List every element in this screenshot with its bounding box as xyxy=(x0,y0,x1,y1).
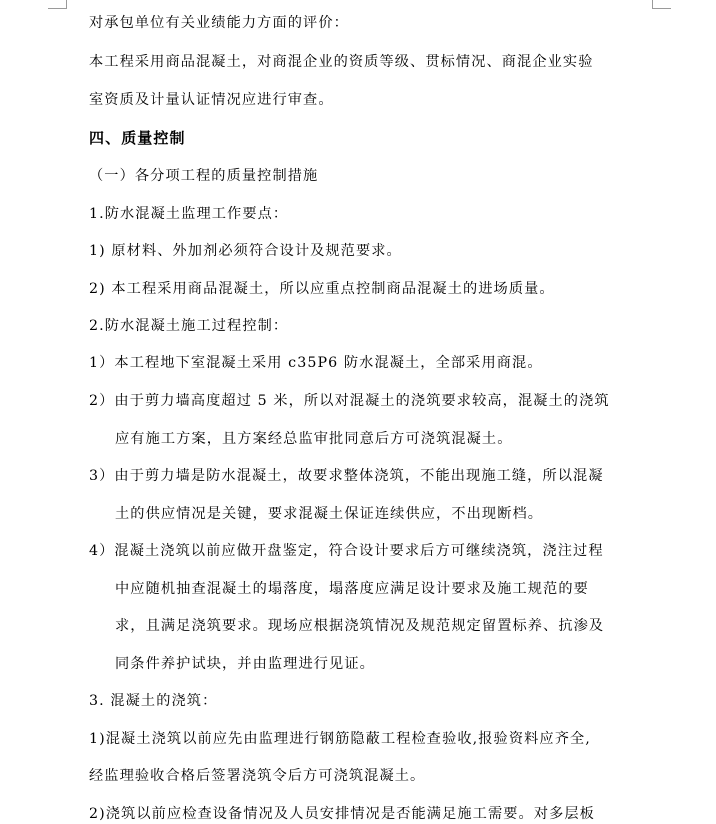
list-item-continuation: 应有施工方案，且方案经总监审批同意后方可浇筑混凝土。 xyxy=(115,431,513,447)
section-heading: 四、质量控制 xyxy=(89,129,186,147)
list-item: 2) 本工程采用商品混凝土，所以应重点控制商品混凝土的进场质量。 xyxy=(89,281,555,297)
list-item-continuation: 土的供应情况是关键，要求混凝土保证连续供应，不出现断档。 xyxy=(115,506,544,522)
list-item-continuation: 中应随机抽查混凝土的塌落度，塌落度应满足设计要求及施工规范的要 xyxy=(115,581,589,597)
paragraph-line: 室资质及计量认证情况应进行审查。 xyxy=(89,92,334,108)
list-item-continuation: 经监理验收合格后签署浇筑令后方可浇筑混凝土。 xyxy=(89,768,426,784)
paragraph-line: 1.防水混凝土监理工作要点： xyxy=(89,206,289,222)
list-item-continuation: 同条件养护试块，并由监理进行见证。 xyxy=(115,656,375,672)
list-item: 1）本工程地下室混凝土采用 c35P6 防水混凝土，全部采用商混。 xyxy=(89,355,543,371)
subsection-heading: （一）各分项工程的质量控制措施 xyxy=(89,168,319,184)
list-item: 2）由于剪力墙高度超过 5 米，所以对混凝土的浇筑要求较高，混凝土的浇筑 xyxy=(89,393,610,409)
list-item-continuation: 求，且满足浇筑要求。现场应根据浇筑情况及规范规定留置标养、抗渗及 xyxy=(115,618,605,634)
list-item: 2)浇筑以前应检查设备情况及人员安排情况是否能满足施工需要。对多层板 xyxy=(89,806,595,822)
page-corner-mark-left xyxy=(48,0,67,9)
list-item: 4）混凝土浇筑以前应做开盘鉴定，符合设计要求后方可继续浇筑，浇注过程 xyxy=(89,543,604,559)
page-corner-mark-right xyxy=(652,0,671,9)
paragraph-line: 本工程采用商品混凝土，对商混企业的资质等级、贯标情况、商混企业实验 xyxy=(89,54,594,70)
list-item: 1) 原材料、外加剂必须符合设计及规范要求。 xyxy=(89,243,402,259)
paragraph-line: 2.防水混凝土施工过程控制： xyxy=(89,318,289,334)
paragraph-line: 对承包单位有关业绩能力方面的评价： xyxy=(89,15,349,31)
list-item: 1)混凝土浇筑以前应先由监理进行钢筋隐蔽工程检查验收,报验资料应齐全, xyxy=(89,731,591,747)
list-item: 3）由于剪力墙是防水混凝土，故要求整体浇筑，不能出现施工缝，所以混凝 xyxy=(89,468,604,484)
paragraph-line: 3. 混凝土的浇筑： xyxy=(89,693,218,709)
